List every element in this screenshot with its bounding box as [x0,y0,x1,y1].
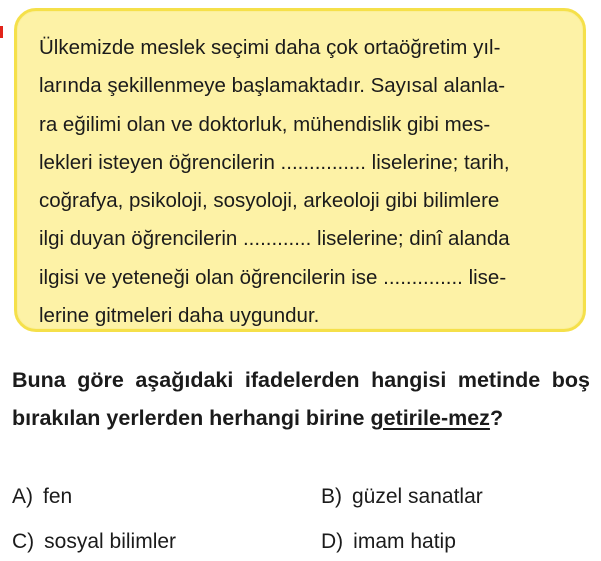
margin-marker [0,26,3,38]
option-letter: B) [321,485,342,508]
question-text: Buna göre aşağıdaki ifadelerden hangisi metinde boş bırakılan yerlerden herhangi birine [12,368,590,430]
passage-line: ilgi duyan öğrencilerin ............ liselerine; dinî alanda [39,227,510,251]
passage-line: lerine gitmeleri daha uygundur. [39,304,320,328]
option-letter: A) [12,485,33,508]
answer-options [12,480,590,560]
passage-box [14,8,586,332]
passage-line: ilgisi ve yeteneği olan öğrencilerin ise .............. lise- [39,265,507,289]
option-d[interactable] [321,527,456,557]
passage-line: Ülkemizde meslek seçimi daha çok ortaöğretim yıl- [39,36,501,59]
option-text: fen [43,485,73,508]
option-text: imam hatip [353,530,456,553]
question-mark: ? [489,405,504,430]
option-letter: C) [12,530,35,553]
option-b[interactable] [321,482,483,512]
passage-line: ra eğilimi olan ve doktorluk, mühendislik gibi mes- [39,112,491,136]
passage-text [39,29,559,335]
option-a[interactable] [12,482,72,512]
option-c[interactable] [12,527,176,557]
passage-line: larında şekillenmeye başlamaktadır. Sayısal alanla- [39,74,506,98]
question-emphasis: getirile-mez [370,405,490,430]
option-letter: D) [321,530,344,553]
passage-line: lekleri isteyen öğrencilerin ............... liselerine; tarih, [39,150,510,174]
question-stem [12,362,590,437]
option-text: güzel sanatlar [352,485,483,508]
passage-line: coğrafya, psikoloji, sosyoloji, arkeoloji gibi bilimlere [39,189,500,213]
option-text: sosyal bilimler [44,530,177,553]
